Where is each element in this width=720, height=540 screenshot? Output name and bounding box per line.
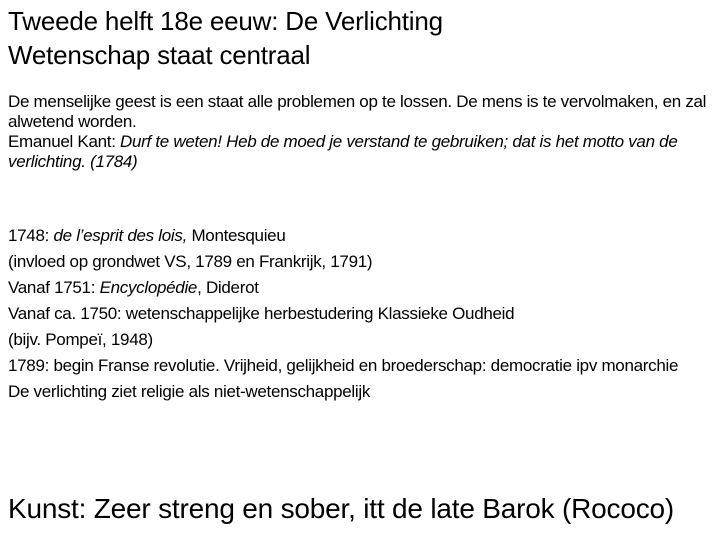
timeline-line-montesquieu bbox=[8, 226, 712, 246]
intro-block bbox=[8, 92, 712, 172]
kunst-heading: Kunst: Zeer streng en sober, itt de late Barok (Rococo) bbox=[8, 493, 675, 524]
timeline-line-influence: (invloed op grondwet VS, 1789 en Frankrijk, 1791) bbox=[8, 252, 373, 271]
title-line-2: Wetenschap staat centraal bbox=[8, 40, 311, 70]
timeline-line-classics: Vanaf ca. 1750: wetenschappelijke herbestudering Klassieke Oudheid bbox=[8, 304, 515, 323]
timeline-line-diderot bbox=[8, 278, 712, 298]
title-line-1: Tweede helft 18e eeuw: De Verlichting bbox=[8, 6, 443, 36]
timeline-line-religion: De verlichting ziet religie als niet-wetenschappelijk bbox=[8, 382, 371, 401]
kant-quote-text: Durf te weten! Heb de moed je verstand te gebruiken; dat is het motto van de verlichting. (1784) bbox=[8, 132, 678, 171]
timeline-line-revolution: 1789: begin Franse revolutie. Vrijheid, gelijkheid en broederschap: democratie ipv monarchie bbox=[8, 356, 679, 375]
work-title: Encyclopédie bbox=[99, 278, 198, 297]
intro-paragraph: De menselijke geest is een staat alle problemen op te lossen. De mens is te vervolmaken, en zal alwetend worden. bbox=[8, 92, 707, 131]
kant-prefix: Emanuel Kant: bbox=[8, 132, 121, 151]
line-suffix: Montesquieu bbox=[187, 226, 286, 245]
timeline-block bbox=[8, 226, 712, 402]
timeline-line-pompeii: (bijv. Pompeï, 1948) bbox=[8, 330, 153, 349]
line-prefix: 1748: bbox=[8, 226, 54, 245]
line-prefix: Vanaf 1751: bbox=[8, 278, 100, 297]
line-suffix: , Diderot bbox=[197, 278, 259, 297]
work-title: de l’esprit des lois, bbox=[53, 226, 188, 245]
slide-title bbox=[8, 4, 708, 72]
kant-quote bbox=[8, 132, 712, 172]
